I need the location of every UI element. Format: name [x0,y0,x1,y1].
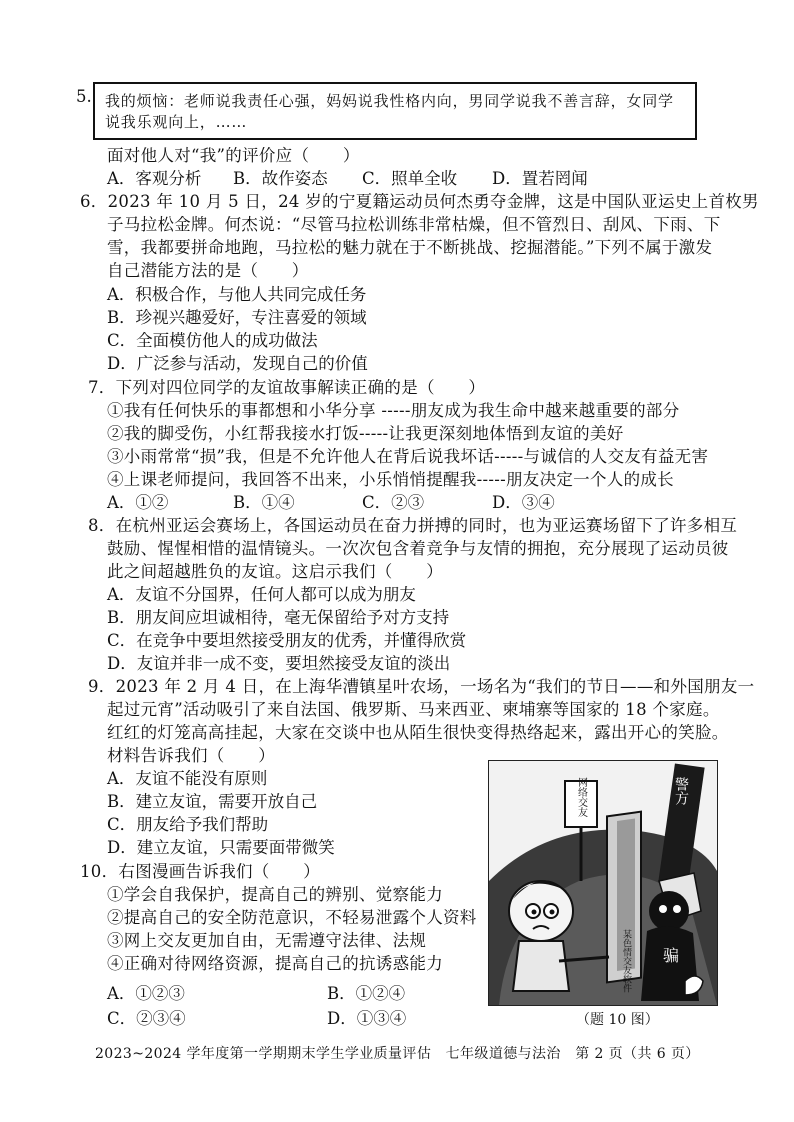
question-9-option-a: A．友谊不能没有原则 [107,769,268,788]
question-7-item-3: ③小雨常常“损”我，但是不允许他人在背后说我坏话-----与诚信的人交友有益无害 [107,447,709,466]
figure-caption: （题 10 图） [576,1012,659,1028]
question-8-line-1: 8．在杭州亚运会赛场上，各国运动员在奋力拼搏的同时，也为亚运赛场留下了许多相互 [88,516,738,535]
question-7-option-c: C．②③ [362,493,425,512]
question-6-line-1: 6．2023 年 10 月 5 日，24 岁的宁夏籍运动员何杰勇夺金牌，这是中国队亚运史上首枚男 [80,192,759,211]
stick-label: 警方 [673,777,689,805]
page-footer: 2023~2024 学年度第一学期期末学生学业质量评估 七年级道德与法治 第 2 页（共 6 页） [95,1046,700,1062]
question-6-line-2: 子马拉松金牌。何杰说：“尽管马拉松训练非常枯燥，但不管烈日、刮风、下雨、下 [107,215,721,234]
question-6-option-a: A．积极合作，与他人共同完成任务 [107,285,367,304]
question-9-line-3: 红红的灯笼高高挂起，大家在交谈中也从陌生很快变得热络起来，露出开心的笑脸。 [107,723,729,742]
question-5-option-d: D．置若罔闻 [492,169,588,188]
question-10-option-d: D．①③④ [327,1009,407,1028]
question-5-option-b: B．故作姿态 [233,169,328,188]
cartoon-drawing [489,761,717,1005]
screen-label: 某色情交友软件 [621,929,631,993]
question-8-option-c: C．在竞争中要坦然接受朋友的优秀，并懂得欣赏 [107,631,467,650]
question-6-option-b: B．珍视兴趣爱好，专注喜爱的领域 [107,308,367,327]
question-10-option-c: C．②③④ [107,1009,186,1028]
question-7-item-4: ④上课老师提问，我回答不出来，小乐悄悄提醒我-----朋友决定一个人的成长 [107,470,674,489]
question-5-box-line-1: 我的烦恼：老师说我责任心强，妈妈说我性格内向，男同学说我不善言辞，女同学 [105,92,674,110]
question-7-option-d: D．③④ [492,493,555,512]
question-6-option-d: D．广泛参与活动，发现自己的价值 [107,354,368,373]
question-8-option-a: A．友谊不分国界，任何人都可以成为朋友 [107,585,416,604]
question-10-item-1: ①学会自我保护，提高自己的辨别、觉察能力 [107,885,443,904]
question-10-option-b: B．①②④ [327,984,406,1003]
question-9-option-d: D．建立友谊，只需要面带微笑 [107,838,335,857]
question-10-option-a: A．①②③ [107,984,185,1003]
question-7-item-1: ①我有任何快乐的事都想和小华分享 -----朋友成为我生命中越来越重要的部分 [107,401,680,420]
question-6-option-c: C．全面模仿他人的成功做法 [107,331,318,350]
question-6-line-4: 自己潜能方法的是（ ） [107,261,309,280]
question-9-option-c: C．朋友给予我们帮助 [107,815,269,834]
question-9-line-1: 9．2023 年 2 月 4 日，在上海华漕镇星叶农场，一场名为“我们的节日——和外国朋友一 [88,677,755,696]
cartoon-illustration [488,760,718,1006]
computer-screen [607,812,641,994]
question-5-option-a: A．客观分析 [107,169,202,188]
sign-label: 网络交友 [575,777,587,817]
question-8-option-b: B．朋友间应坦诚相待，毫无保留给予对方支持 [107,608,450,627]
question-10-stem: 10．右图漫画告诉我们（ ） [80,862,320,881]
question-10-item-2: ②提高自己的安全防范意识，不轻易泄露个人资料 [107,908,477,927]
question-8-option-d: D．友谊并非一成不变，要坦然接受友谊的淡出 [107,654,451,673]
question-10-item-4: ④正确对待网络资源，提高自己的抗诱惑能力 [107,954,443,973]
question-5-box-line-2: 说我乐观向上，…… [105,113,248,131]
question-8-line-3: 此之间超越胜负的友谊。这启示我们（ ） [107,562,443,581]
question-5-stem: 面对他人对“我”的评价应（ ） [107,146,360,165]
question-7-item-2: ②我的脚受伤，小红帮我接水打饭-----让我更深刻地体悟到友谊的美好 [107,424,624,443]
question-9-line-2: 起过元宵”活动吸引了来自法国、俄罗斯、马来西亚、柬埔寨等国家的 18 个家庭。 [107,700,720,719]
shadow-label: 骗 [662,946,680,965]
question-7-stem: 7．下列对四位同学的友谊故事解读正确的是（ ） [88,378,486,397]
question-5-option-c: C．照单全收 [362,169,458,188]
question-9-option-b: B．建立友谊，需要开放自己 [107,792,318,811]
question-5-material-box [93,82,697,140]
question-5-number: 5. [76,87,92,106]
question-10-item-3: ③网上交友更加自由，无需遵守法律、法规 [107,931,427,950]
question-8-line-2: 鼓励、惺惺相惜的温情镜头。一次次包含着竞争与友情的拥抱，充分展现了运动员彼 [107,539,729,558]
question-9-line-4: 材料告诉我们（ ） [107,746,275,765]
question-7-option-a: A．①② [107,493,169,512]
question-7-option-b: B．①④ [233,493,295,512]
question-6-line-3: 雪，我都要拼命地跑，马拉松的魅力就在于不断挑战、挖掘潜能。”下列不属于激发 [107,238,713,257]
